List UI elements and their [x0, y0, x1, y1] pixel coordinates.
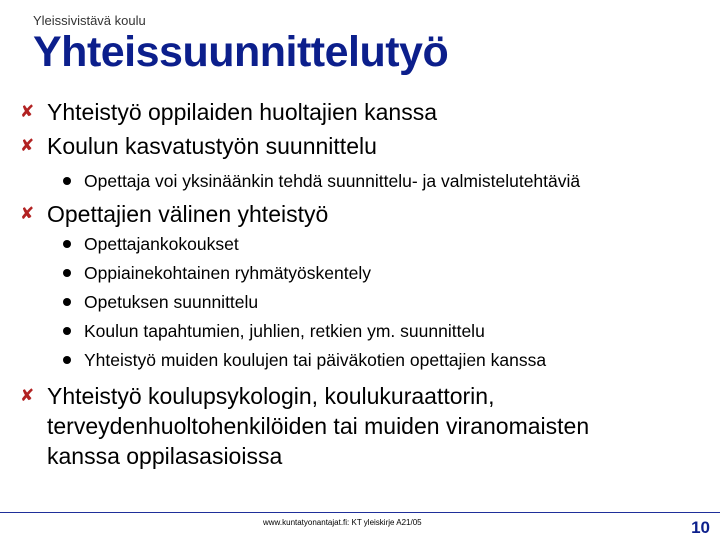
subbullet-text: Yhteistyö muiden koulujen tai päiväkotien opettajien kanssa	[84, 350, 547, 370]
cross-mark-icon: ✘	[20, 102, 35, 121]
dot-icon	[63, 298, 71, 306]
subbullet-text: Koulun tapahtumien, juhlien, retkien ym. suunnittelu	[84, 321, 485, 341]
dot-icon	[63, 177, 71, 185]
subbullet-text: Oppiainekohtainen ryhmätyöskentely	[84, 263, 371, 283]
subbullet-text: Opettajankokoukset	[84, 234, 239, 254]
cross-mark-icon: ✘	[20, 204, 35, 223]
bullet-text: Yhteistyö oppilaiden huoltajien kanssa	[47, 99, 437, 125]
dot-icon	[63, 240, 71, 248]
bullet-text-line: kanssa oppilasasioissa	[47, 443, 283, 469]
cross-mark-icon: ✘	[20, 386, 35, 405]
dot-icon	[63, 269, 71, 277]
bullet-text: Koulun kasvatustyön suunnittelu	[47, 133, 377, 159]
footer-source: www.kuntatyonantajat.fi: KT yleiskirje A21/05	[263, 518, 422, 527]
page-number: 10	[691, 518, 710, 537]
dot-icon	[63, 356, 71, 364]
bullet-text-line: Yhteistyö koulupsykologin, koulukuraattorin,	[47, 383, 495, 409]
footer-divider	[0, 512, 720, 513]
dot-icon	[63, 327, 71, 335]
subbullet-text: Opetuksen suunnittelu	[84, 292, 259, 312]
bullet-text-line: terveydenhuoltohenkilöiden tai muiden viranomaisten	[47, 413, 590, 439]
bullet-text: Opettajien välinen yhteistyö	[47, 201, 329, 227]
subbullet-text: Opettaja voi yksinäänkin tehdä suunnittelu- ja valmistelutehtäviä	[84, 171, 581, 191]
slide-subtitle: Yleissivistävä koulu	[33, 13, 146, 28]
slide-title: Yhteissuunnittelutyö	[33, 28, 449, 76]
cross-mark-icon: ✘	[20, 136, 35, 155]
bullet-text-block	[47, 381, 720, 471]
